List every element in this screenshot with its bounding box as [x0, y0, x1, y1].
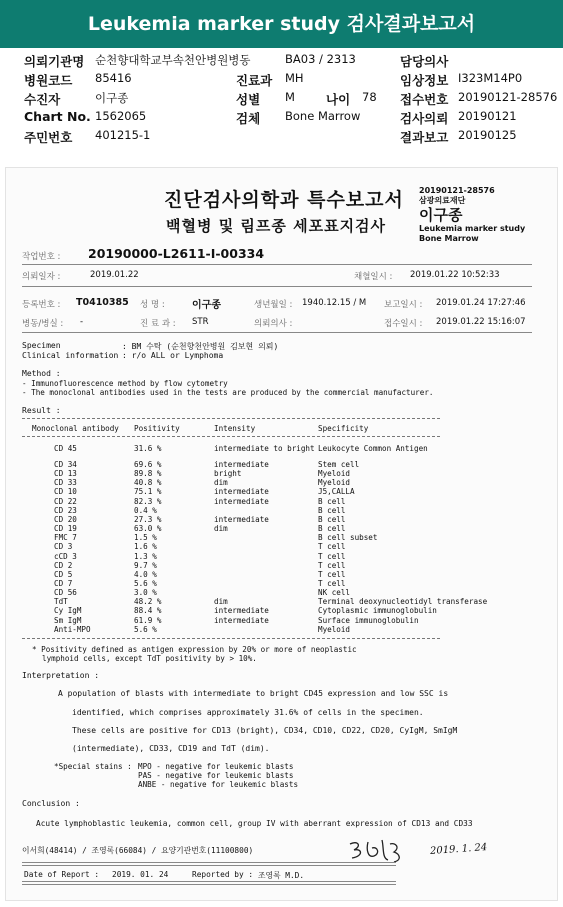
- date-of-report: 2019. 01. 24: [112, 870, 169, 879]
- ref-number: 20190121-28576: [419, 186, 495, 195]
- dept: STR: [192, 317, 209, 327]
- divider: [22, 881, 396, 882]
- cell-intensity: intermediate: [214, 487, 269, 497]
- footnote: * Positivity defined as antigen expression by 20% or more of neoplastic: [32, 645, 357, 654]
- req-date: 2019.01.22: [90, 270, 139, 280]
- header-value: 20190121: [458, 109, 517, 123]
- cell-specificity: T cell: [318, 551, 346, 561]
- cell-specificity: Myeloid: [318, 478, 351, 488]
- cell-specificity: Leukocyte Common Antigen: [318, 444, 428, 453]
- footnote: lymphoid cells, except TdT positivity by > 10%.: [42, 654, 257, 663]
- cell-antibody: CD 10: [54, 487, 77, 497]
- cell-positivity: 31.6 %: [134, 444, 162, 453]
- cell-specificity: Myeloid: [318, 624, 351, 634]
- cell-intensity: intermediate: [214, 615, 269, 625]
- cell-specificity: Surface immunoglobulin: [318, 615, 419, 625]
- cell-specificity: Stem cell: [318, 460, 360, 469]
- cell-antibody: CD 22: [54, 496, 77, 506]
- divider: [22, 264, 532, 265]
- header-value: 1562065: [95, 109, 147, 123]
- header-key: Chart No.: [24, 109, 91, 124]
- cell-antibody: CD 20: [54, 514, 77, 524]
- cell-antibody: CD 33: [54, 478, 77, 488]
- header-key: 접수번호: [400, 92, 449, 107]
- specimen-label: Specimen: [22, 341, 61, 350]
- header-value: 순천향대학교부속천안병원병동: [95, 53, 251, 67]
- reported-by-label: Reported by :: [192, 870, 254, 879]
- reported-by: 조영록 M.D.: [258, 871, 305, 880]
- cell-antibody: CD 5: [54, 569, 73, 579]
- table-rule: [22, 638, 440, 639]
- header-value: 20190125: [458, 128, 517, 142]
- cell-antibody: Cy IgM: [54, 606, 82, 616]
- special-line: PAS - negative for leukemic blasts: [138, 771, 294, 780]
- cell-specificity: T cell: [318, 569, 346, 579]
- cell-positivity: 1.6 %: [134, 542, 157, 552]
- col-header: Intensity: [214, 424, 256, 433]
- divider: [22, 884, 396, 885]
- cell-positivity: 82.3 %: [134, 496, 162, 506]
- cell-antibody: CD 13: [54, 469, 77, 479]
- cell-positivity: 27.3 %: [134, 514, 162, 524]
- header-key: 검체: [236, 111, 261, 126]
- cell-antibody: CD 23: [54, 505, 77, 515]
- clinical-label: Clinical information: [22, 351, 119, 360]
- cell-specificity: Myeloid: [318, 469, 351, 479]
- ward-label: 병동/병실 :: [22, 319, 64, 329]
- cell-intensity: intermediate to bright: [214, 444, 315, 453]
- cell-positivity: 61.9 %: [134, 615, 162, 625]
- cell-positivity: 5.6 %: [134, 578, 157, 588]
- report-dt-label: 보고일시 :: [384, 300, 423, 310]
- cell-antibody: cCD 3: [54, 551, 77, 561]
- header-key: 병원코드: [24, 73, 73, 88]
- cell-positivity: 1.3 %: [134, 551, 157, 561]
- lab-name: 삼광의료재단: [419, 196, 466, 205]
- conclusion-text: Acute lymphoblastic leukemia, common cell, group IV with aberrant expression of CD13 and CD33: [36, 819, 473, 828]
- header-row: [0, 71, 563, 90]
- cell-positivity: 48.2 %: [134, 597, 162, 607]
- handwritten-date: 2019. 1. 24: [429, 842, 488, 857]
- cell-positivity: 4.0 %: [134, 569, 157, 579]
- col-header: Positivity: [134, 424, 180, 433]
- cell-intensity: bright: [214, 469, 242, 479]
- cell-specificity: T cell: [318, 542, 346, 552]
- header-key: 나이: [326, 92, 351, 107]
- cell-antibody: CD 3: [54, 542, 73, 552]
- cell-positivity: 1.5 %: [134, 533, 157, 543]
- cell-positivity: 3.0 %: [134, 588, 157, 598]
- cell-positivity: 0.4 %: [134, 505, 157, 515]
- header-value: MH: [285, 71, 304, 85]
- special-line: MPO - negative for leukemic blasts: [138, 762, 294, 771]
- clinical-value: : r/o ALL or Lymphoma: [122, 351, 224, 360]
- cell-specificity: J5,CALLA: [318, 487, 355, 497]
- table-rule: [22, 418, 440, 419]
- dob: 1940.12.15 / M: [302, 298, 367, 308]
- divider: [22, 286, 532, 287]
- header-value: BA03 / 2313: [285, 52, 356, 66]
- header-value: 401215-1: [95, 128, 151, 142]
- cell-antibody: TdT: [54, 597, 68, 607]
- cell-intensity: dim: [214, 597, 228, 607]
- cell-specificity: B cell subset: [318, 533, 378, 543]
- header-row: [0, 90, 563, 109]
- reg-label: 등록번호 :: [22, 300, 61, 310]
- doctor-label: 의뢰의사 :: [254, 319, 293, 329]
- cell-specificity: Cytoplasmic immunoglobulin: [318, 606, 437, 616]
- cell-intensity: intermediate: [214, 514, 269, 524]
- col-header: Monoclonal antibody: [32, 424, 119, 433]
- header-row: [0, 128, 563, 147]
- reference-box: [419, 186, 525, 244]
- header-row: [0, 109, 563, 128]
- req-date-label: 의뢰일자 :: [22, 272, 61, 282]
- cell-specificity: NK cell: [318, 588, 351, 598]
- conclusion-label: Conclusion :: [22, 799, 80, 808]
- method-line: - Immunofluorescence method by flow cytometry: [22, 379, 228, 388]
- cell-specificity: T cell: [318, 560, 346, 570]
- cell-antibody: CD 19: [54, 524, 77, 534]
- header-key: 주민번호: [24, 130, 73, 145]
- cell-positivity: 63.0 %: [134, 524, 162, 534]
- cell-antibody: Sm IgM: [54, 615, 82, 625]
- interp-label: Interpretation :: [22, 671, 100, 680]
- job-no: 20190000-L2611-I-00334: [88, 246, 265, 261]
- header-value: Bone Marrow: [285, 109, 361, 123]
- name-label: 성 명 :: [140, 300, 165, 310]
- header-key: 진료과: [236, 73, 273, 88]
- col-header: Specificity: [318, 424, 369, 433]
- collect-label: 채혈일시 :: [354, 272, 393, 282]
- ward: -: [80, 317, 84, 327]
- special-line: ANBE - negative for leukemic blasts: [138, 780, 299, 789]
- cell-specificity: B cell: [318, 505, 346, 515]
- divider: [22, 862, 396, 863]
- header-key: 담당의사: [400, 54, 449, 69]
- interp-line: identified, which comprises approximately 31.6% of cells in the specimen.: [72, 708, 424, 717]
- cell-specificity: B cell: [318, 514, 346, 524]
- cell-antibody: CD 45: [54, 444, 77, 453]
- job-no-label: 작업번호 :: [22, 252, 61, 262]
- cell-antibody: CD 2: [54, 560, 73, 570]
- method-label: Method :: [22, 369, 61, 378]
- header-value: 85416: [95, 71, 132, 85]
- cell-intensity: dim: [214, 478, 228, 488]
- received-label: 접수일시 :: [384, 319, 423, 329]
- header-key: 성별: [236, 92, 261, 107]
- cell-positivity: 88.4 %: [134, 606, 162, 616]
- divider: [22, 865, 396, 866]
- cell-specificity: Terminal deoxynucleotidyl transferase: [318, 597, 488, 607]
- cell-specificity: B cell: [318, 496, 346, 506]
- cell-positivity: 5.6 %: [134, 624, 157, 634]
- table-rule: [22, 436, 440, 437]
- header-value: 78: [362, 90, 377, 104]
- cell-intensity: intermediate: [214, 606, 269, 616]
- report-datetime: 2019.01.24 17:27:46: [436, 298, 526, 308]
- special-label: *Special stains :: [54, 762, 132, 771]
- cell-positivity: 9.7 %: [134, 560, 157, 570]
- specimen-value: : BM 수탁 (순천향천안병원 김보현 의뢰): [122, 342, 279, 351]
- cell-antibody: CD 56: [54, 588, 77, 598]
- received-datetime: 2019.01.22 15:16:07: [436, 317, 526, 327]
- header-key: 수진자: [24, 92, 61, 107]
- header-key: 임상정보: [400, 73, 449, 88]
- header-value: 20190121-28576: [458, 90, 558, 104]
- header-key: 결과보고: [400, 130, 449, 145]
- header-info-grid: [0, 52, 563, 152]
- ref-patient-name: 이구종: [419, 206, 463, 224]
- interp-line: These cells are positive for CD13 (bright), CD34, CD10, CD22, CD20, CyIgM, SmIgM: [72, 726, 458, 735]
- scanned-report: [6, 168, 557, 900]
- cell-antibody: CD 34: [54, 460, 77, 469]
- cell-positivity: 75.1 %: [134, 487, 162, 497]
- dob-label: 생년월일 :: [254, 300, 293, 310]
- interp-line: (intermediate), CD33, CD19 and TdT (dim).: [72, 744, 270, 753]
- divider: [22, 332, 532, 333]
- interp-line: A population of blasts with intermediate to bright CD45 expression and low SSC is: [58, 689, 449, 698]
- cell-positivity: 40.8 %: [134, 478, 162, 488]
- patient-name: 이구종: [192, 300, 221, 311]
- signers: 이서희(48414) / 조영록(66084) / 요양기관번호(11100800): [22, 846, 254, 855]
- report-title: 진단검사의학과 특수보고서: [164, 189, 404, 211]
- cell-intensity: dim: [214, 524, 228, 534]
- cell-intensity: intermediate: [214, 460, 269, 469]
- method-line: - The monoclonal antibodies used in the tests are produced by the commercial manufacturer.: [22, 388, 434, 397]
- report-subtitle: 백혈병 및 림프종 세포표지검사: [166, 217, 387, 235]
- cell-positivity: 69.6 %: [134, 460, 162, 469]
- cell-antibody: CD 7: [54, 578, 73, 588]
- dept-label: 진 료 과 :: [140, 319, 176, 329]
- cell-specificity: B cell: [318, 524, 346, 534]
- ref-specimen: Bone Marrow: [419, 234, 479, 243]
- cell-antibody: FMC 7: [54, 533, 77, 543]
- header-key: 의뢰기관명: [24, 54, 85, 69]
- collect-datetime: 2019.01.22 10:52:33: [410, 270, 500, 280]
- header-row: [0, 52, 563, 71]
- header-value: I323M14P0: [458, 71, 523, 85]
- cell-intensity: intermediate: [214, 496, 269, 506]
- ref-study: Leukemia marker study: [419, 224, 526, 233]
- header-value: 이구종: [95, 91, 129, 105]
- result-label: Result :: [22, 406, 61, 415]
- cell-positivity: 89.8 %: [134, 469, 162, 479]
- cell-antibody: Anti-MPO: [54, 624, 91, 634]
- reg-no: T0410385: [76, 297, 129, 308]
- header-value: M: [285, 90, 295, 104]
- cell-specificity: T cell: [318, 578, 346, 588]
- report-banner: Leukemia marker study 검사결과보고서: [0, 0, 563, 48]
- header-key: 검사의뢰: [400, 111, 449, 126]
- date-of-report-label: Date of Report :: [24, 870, 100, 879]
